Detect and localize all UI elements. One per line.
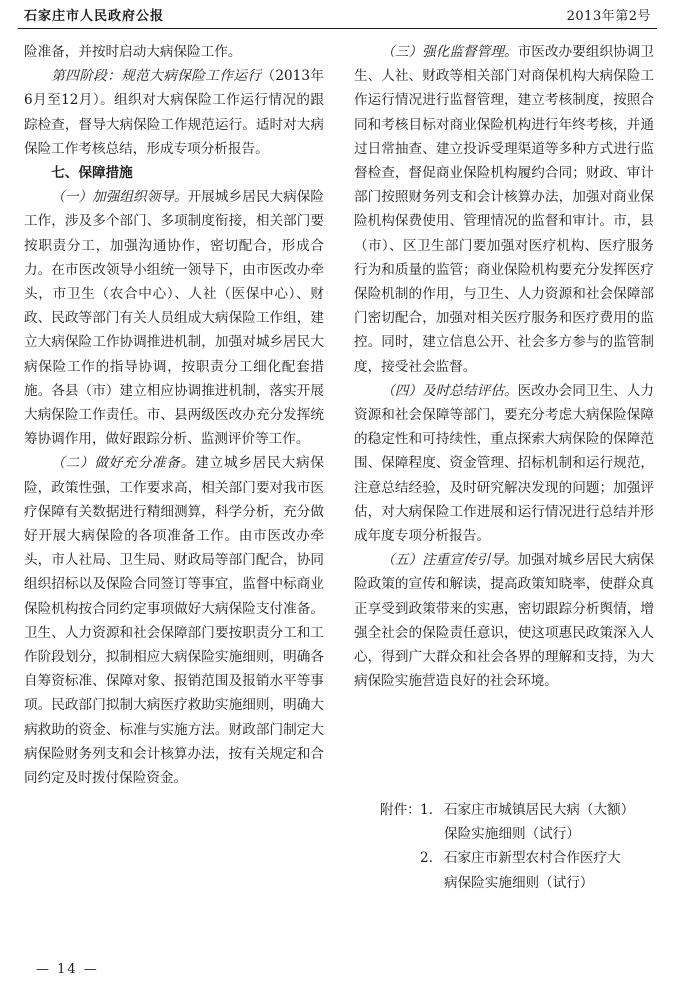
issue-number: 2013年第2号 xyxy=(566,9,651,24)
attachment-title-line: 石家庄市新型农村合作医疗大 xyxy=(444,850,621,867)
attachment-title-line: 石家庄市城镇居民大病（大额） xyxy=(444,802,635,818)
right-column xyxy=(354,40,654,693)
paragraph-lead: （二）做好充分准备。 xyxy=(51,455,196,472)
paragraph-body: 医改办会同卫生、人力资源和社会保障等部门，要充分考虑大病保险保障的稳定性和可持续性，重点探索大病保险的保障范围、保障程度、资金管理、招标机制和运行规范，注意总结经验，及时研究解决发现的问题；加强评估，对大病保险工作进展和运行情况进行总结并形成年度专项分析报告。 xyxy=(354,382,655,545)
paragraph xyxy=(354,40,654,379)
paragraph xyxy=(354,548,654,693)
paragraph: 险准备，并按时启动大病保险工作。 xyxy=(24,44,242,60)
paragraph xyxy=(24,185,324,451)
attachments-label: 附件： xyxy=(380,802,421,818)
paragraph-body: 建立城乡居民大病保险，政策性强，工作要求高，相关部门要对我市医疗保障有关数据进行精细测算，科学分析，充分做好开展大病保险的各项准备工作。由市医改办牵头，市人社局、卫生局、财政局等部门配合，协同组织招标以及保险合同签订等事宜，监督中标商业保险机构按合同约定事项做好大病保险支付准备。卫生、人力资源和社会保障部门要按职责分工和工作阶段划分，拟制相应大病保险实施细则，明确各自筹资标准、保障对象、报销范围及报销水平等事项。民政部门拟制大病医疗救助实施细则，明确大病救助的资金、标准与实施方法。财政部门制定大病保险财务列支和会计核算办法，按有关规定和合同约定及时拨付保险资金。 xyxy=(24,455,325,787)
attachment-title-line: 保险实施细则（试行） xyxy=(444,826,580,843)
page-number: — 14 — xyxy=(36,962,99,977)
attachment-item xyxy=(380,846,660,894)
paragraph-lead: 第四阶段：规范大病保险工作运行 xyxy=(51,68,262,85)
paragraph-lead: （三）强化监督管理。 xyxy=(381,44,518,60)
paragraph-body: 市医改办要组织协调卫生、人社、财政等相关部门对商保机构大病保险工作运行情况进行监督管理，建立考核制度，按照合同和考核目标对商业保险机构进行年终考核，并通过日常抽查、建立投诉受理渠道等多种方式进行监督检查，督促商业保险机构履约合同；财政、审计部门按照财务列支和会计核算办法，加强对商业保险机构保费使用、管理情况的监督和审计。市，县（市）、区卫生部门要加强对医疗机构、医疗服务行为和质量的监管；商业保险机构要充分发挥医疗保险机制的作用，与卫生、人力资源和社会保障部门密切配合，加强对相关医疗服务和医疗费用的监控。同时，建立信息公开、社会多方参与的监管制度，接受社会监督。 xyxy=(354,44,655,375)
page-header xyxy=(18,6,657,29)
paragraph xyxy=(354,379,654,548)
paragraph-lead: （五）注重宣传引导。 xyxy=(381,552,518,569)
paragraph-body: 开展城乡居民大病保险工作，涉及多个部门、多项制度衔接，相关部门要按职责分工，加强沟通协作，密切配合，形成合力。在市医改领导小组统一领导下，由市医改办牵头，市卫生（农合中心）、人社（医保中心）、财政、民政等部门有关人员组成大病保险工作组，建立大病保险工作协调推进机制，加强对城乡居民大病保险工作的指导协调，按职责分工细化配套措施。各县（市）建立相应协调推进机制，落实开展大病保险工作责任。市、县两级医改办充分发挥统筹协调作用，做好跟踪分析、监测评价等工作。 xyxy=(24,189,325,448)
attachment-number: 2. xyxy=(420,850,433,867)
paragraph xyxy=(24,451,324,790)
attachment-item xyxy=(380,798,660,846)
paragraph xyxy=(24,64,324,161)
paragraph-lead: （一）加强组织领导。 xyxy=(51,189,188,206)
attachment-number: 1. xyxy=(420,802,433,818)
section-heading: 七、保障措施 xyxy=(51,165,133,182)
paragraph-body: （2013年6月至12月）。组织对大病保险工作运行情况的跟踪检查，督导大病保险工作规范运行。适时对大病保险工作考核总结，形成专项分析报告。 xyxy=(24,68,324,157)
attachments-list xyxy=(380,798,660,895)
paragraph-lead: （四）及时总结评估。 xyxy=(381,382,518,399)
paragraph-body: 加强对城乡居民大病保险政策的宣传和解读，提高政策知晓率，使群众真正享受到政策带来的实惠，密切跟踪分析舆情，增强全社会的保险责任意识，使这项惠民政策深入人心，得到广大群众和社会各界的理解和支持，为大病保险实施营造良好的社会环境。 xyxy=(354,552,655,690)
left-column xyxy=(24,40,324,790)
publication-title: 石家庄市人民政府公报 xyxy=(24,9,165,24)
attachment-title-line: 病保险实施细则（试行） xyxy=(444,874,594,891)
